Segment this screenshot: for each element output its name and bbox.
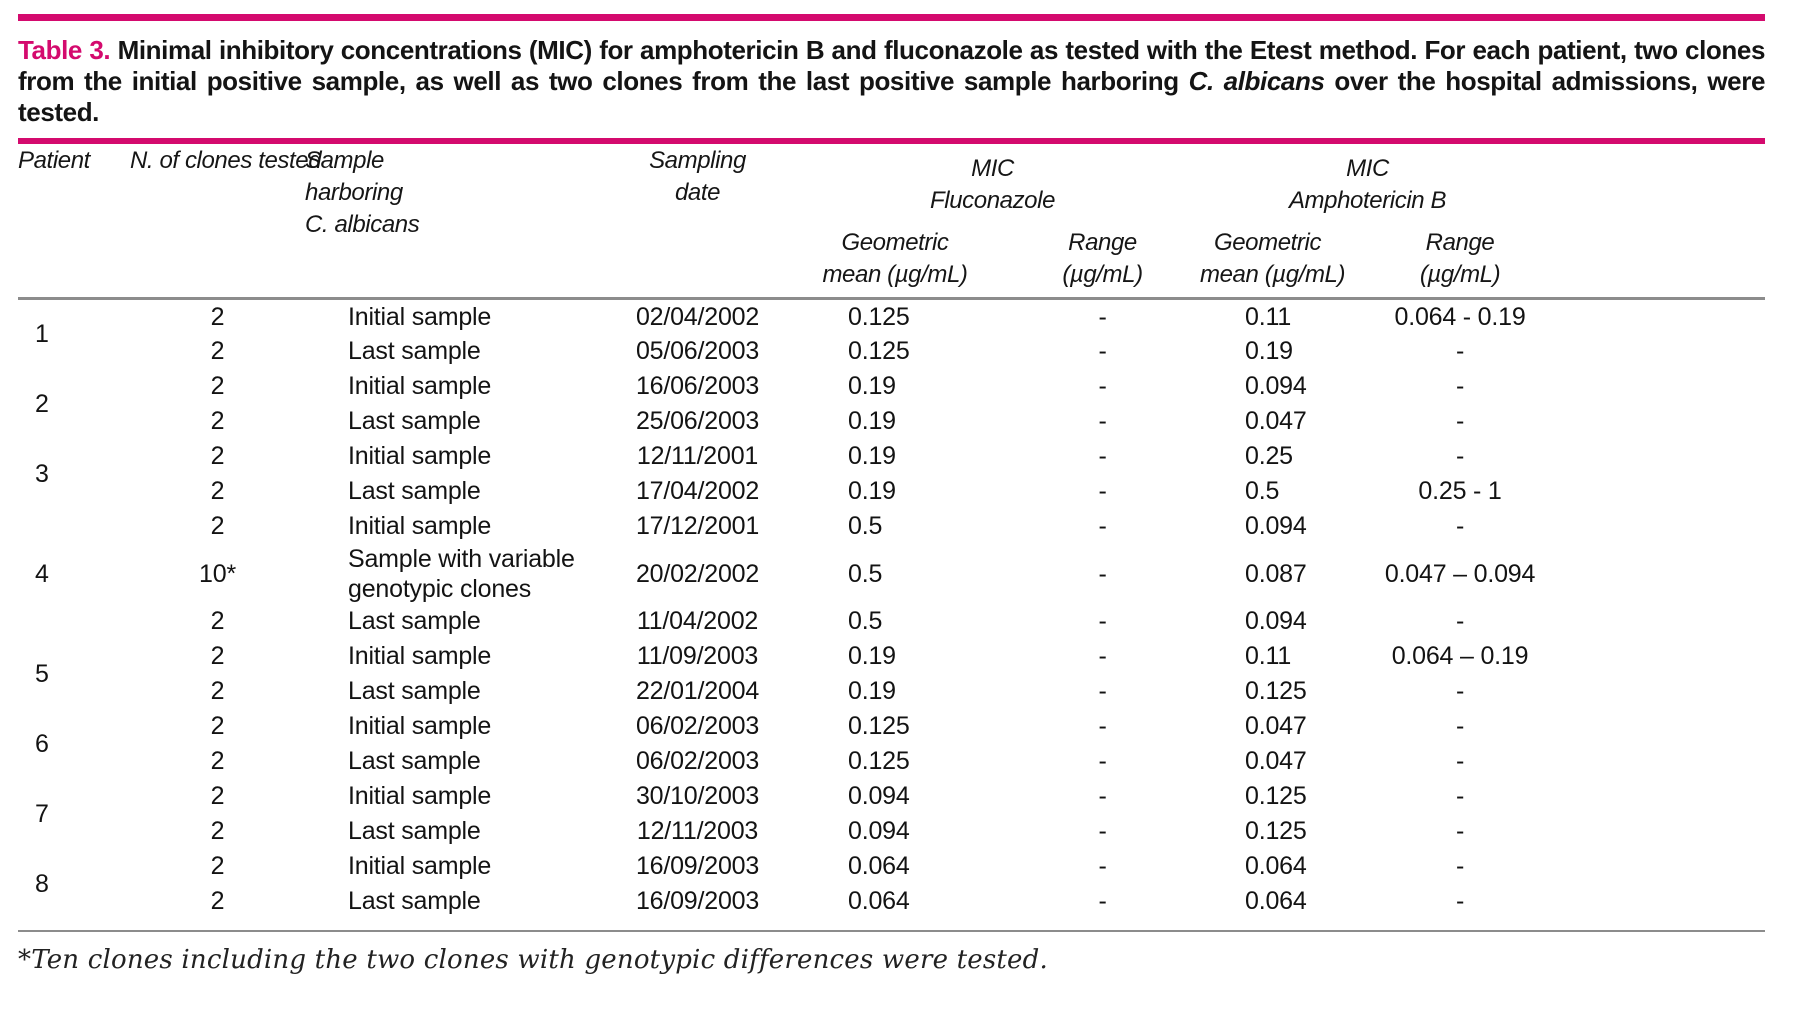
- amphotericin-range-cell: 0.064 – 0.19: [1391, 642, 1529, 670]
- sample-cell: Sample with variable genotypic clones: [348, 544, 575, 603]
- table-row: [18, 639, 1765, 674]
- amphotericin-range-cell: -: [1455, 337, 1465, 365]
- sample-cell: Initial sample: [348, 512, 492, 540]
- fluconazole-geometric-mean-cell: 0.19: [848, 642, 896, 670]
- fluconazole-geometric-mean-cell: 0.125: [848, 302, 910, 331]
- amphotericin-geometric-mean-cell: 0.11: [1245, 642, 1292, 670]
- amphotericin-range-cell: -: [1455, 747, 1465, 775]
- footnote-divider-rule: [18, 930, 1765, 932]
- amphotericin-geometric-mean-cell: 0.125: [1245, 782, 1307, 810]
- amphotericin-range-cell: 0.25 - 1: [1418, 477, 1502, 505]
- group-header-mic-amphotericin: [1200, 145, 1765, 225]
- sample-cell: Last sample: [348, 677, 481, 705]
- col-header-fluconazole-range: [1005, 225, 1200, 299]
- table-row: [18, 404, 1765, 439]
- table-row: [18, 474, 1765, 509]
- fluconazole-range-cell: -: [1098, 372, 1107, 400]
- amphotericin-geometric-mean-cell: 0.094: [1245, 607, 1307, 635]
- amphotericin-geometric-mean-cell: 0.125: [1245, 817, 1307, 845]
- clones-cell: 2: [210, 782, 225, 810]
- clones-cell: 2: [210, 642, 225, 670]
- clones-cell: 2: [210, 887, 225, 915]
- clones-cell: 2: [210, 607, 225, 635]
- sampling-date-cell: 22/01/2004: [635, 677, 760, 705]
- table-row: [18, 544, 1765, 604]
- col-header-amphotericin-geometric-mean: [1200, 225, 1346, 299]
- sampling-date-cell: 06/02/2003: [635, 712, 760, 740]
- sample-cell: Initial sample: [348, 782, 492, 810]
- patient-id-cell: 5: [35, 659, 49, 688]
- fluconazole-geometric-mean-cell: 0.064: [848, 887, 910, 915]
- col-header-sample-line1: Sample: [305, 147, 384, 174]
- patient-id-cell: 7: [35, 799, 49, 828]
- sampling-date-cell: 05/06/2003: [635, 337, 760, 365]
- sampling-date-cell: 11/09/2003: [636, 642, 759, 670]
- amphotericin-range-cell: -: [1455, 782, 1465, 810]
- col-header-fluconazole-geometric-mean: [785, 225, 1005, 299]
- table-row: [18, 299, 1765, 334]
- sampling-date-cell: 25/06/2003: [635, 407, 760, 435]
- amphotericin-range-cell: -: [1455, 712, 1465, 740]
- flu-geo-line1: Geometric: [841, 229, 949, 256]
- clones-cell: 2: [210, 442, 225, 470]
- amphotericin-geometric-mean-cell: 0.11: [1245, 302, 1292, 331]
- fluconazole-geometric-mean-cell: 0.19: [848, 407, 896, 435]
- col-header-amphotericin-range: [1335, 225, 1765, 299]
- amphotericin-geometric-mean-cell: 0.094: [1245, 372, 1307, 400]
- mic-fluconazole-line2: Fluconazole: [930, 187, 1056, 214]
- amphotericin-geometric-mean-cell: 0.125: [1245, 677, 1307, 705]
- col-header-sample-line3: C. albicans: [305, 211, 420, 238]
- table-row: [18, 884, 1765, 919]
- sample-cell: Initial sample: [348, 302, 492, 331]
- fluconazole-geometric-mean-cell: 0.094: [848, 817, 910, 845]
- fluconazole-range-cell: -: [1098, 607, 1107, 635]
- amphotericin-range-cell: -: [1455, 407, 1465, 435]
- amphotericin-range-cell: -: [1455, 677, 1465, 705]
- clones-cell: 2: [210, 747, 225, 775]
- sample-cell: Last sample: [348, 817, 481, 845]
- clones-cell: 2: [210, 817, 225, 845]
- amphotericin-geometric-mean-cell: 0.047: [1245, 747, 1307, 775]
- flu-range-line2: (µg/mL): [1062, 261, 1143, 288]
- table-row: [18, 509, 1765, 544]
- amphotericin-geometric-mean-cell: 0.064: [1245, 887, 1307, 915]
- clones-cell: 2: [210, 372, 225, 400]
- clones-cell: 2: [210, 852, 225, 880]
- sample-cell: Last sample: [348, 747, 481, 775]
- sampling-date-cell: 02/04/2002: [635, 302, 760, 331]
- sample-cell: Last sample: [348, 337, 481, 365]
- amphotericin-geometric-mean-cell: 0.094: [1245, 512, 1307, 540]
- fluconazole-range-cell: -: [1098, 407, 1107, 435]
- patient-id-cell: 6: [35, 729, 49, 758]
- clones-cell: 2: [210, 712, 225, 740]
- fluconazole-geometric-mean-cell: 0.19: [848, 442, 896, 470]
- sampling-date-cell: 16/09/2003: [635, 887, 760, 915]
- fluconazole-range-cell: -: [1098, 747, 1107, 775]
- sampling-date-cell: 20/02/2002: [635, 559, 760, 588]
- sample-cell: Last sample: [348, 887, 481, 915]
- amphotericin-range-cell: -: [1455, 372, 1465, 400]
- fluconazole-geometric-mean-cell: 0.125: [848, 712, 910, 740]
- fluconazole-range-cell: -: [1098, 817, 1107, 845]
- caption-species-italic: C. albicans: [1188, 66, 1325, 96]
- fluconazole-geometric-mean-cell: 0.19: [848, 372, 896, 400]
- clones-cell: 2: [210, 477, 225, 505]
- amb-geo-line1: Geometric: [1213, 229, 1322, 256]
- sample-cell: Last sample: [348, 407, 481, 435]
- sampling-date-cell: 06/02/2003: [635, 747, 760, 775]
- fluconazole-range-cell: -: [1098, 477, 1107, 505]
- table-body: [18, 299, 1765, 919]
- amb-range-line1: Range: [1425, 229, 1495, 256]
- sampling-date-cell: 16/06/2003: [635, 372, 760, 400]
- table-row: [18, 709, 1765, 744]
- fluconazole-geometric-mean-cell: 0.5: [848, 559, 883, 588]
- flu-range-line1: Range: [1068, 229, 1137, 256]
- group-header-mic-fluconazole: [785, 145, 1200, 225]
- amb-geo-line2: mean (µg/mL): [1200, 261, 1346, 288]
- col-header-sampling-date: [610, 145, 785, 299]
- col-header-patient: [18, 145, 130, 299]
- clones-cell: 2: [210, 512, 225, 540]
- sample-cell: Initial sample: [348, 852, 492, 880]
- fluconazole-range-cell: -: [1098, 642, 1107, 670]
- amphotericin-range-cell: -: [1455, 852, 1465, 880]
- amphotericin-geometric-mean-cell: 0.5: [1245, 477, 1280, 505]
- footnote: *Ten clones including the two clones with genotypic differences were tested.: [18, 944, 1048, 975]
- amb-range-line2: (µg/mL): [1419, 261, 1501, 288]
- mic-amphotericin-line1: MIC: [1346, 155, 1389, 182]
- amphotericin-range-cell: 0.047 – 0.094: [1384, 559, 1536, 588]
- mic-table: [18, 145, 1765, 919]
- fluconazole-range-cell: -: [1098, 887, 1107, 915]
- fluconazole-range-cell: -: [1098, 559, 1107, 588]
- table-caption: [18, 35, 1765, 128]
- fluconazole-geometric-mean-cell: 0.19: [848, 677, 896, 705]
- fluconazole-geometric-mean-cell: 0.094: [848, 782, 910, 810]
- patient-id-cell: 4: [35, 559, 49, 588]
- col-header-date-line2: date: [674, 179, 721, 206]
- amphotericin-geometric-mean-cell: 0.087: [1245, 559, 1307, 588]
- patient-id-cell: 2: [35, 389, 49, 418]
- sample-cell: Initial sample: [348, 372, 492, 400]
- sampling-date-cell: 11/04/2002: [636, 607, 759, 635]
- amphotericin-geometric-mean-cell: 0.047: [1245, 712, 1307, 740]
- fluconazole-range-cell: -: [1098, 782, 1107, 810]
- table-row: [18, 369, 1765, 404]
- table-row: [18, 674, 1765, 709]
- fluconazole-geometric-mean-cell: 0.064: [848, 852, 910, 880]
- col-header-clones: [130, 145, 322, 299]
- col-header-patient-label: Patient: [18, 147, 90, 174]
- amphotericin-range-cell: 0.064 - 0.19: [1394, 302, 1526, 331]
- patient-id-cell: 8: [35, 869, 49, 898]
- amphotericin-range-cell: -: [1455, 607, 1465, 635]
- table-number-label: Table 3.: [18, 35, 111, 65]
- col-header-sample: [305, 145, 610, 299]
- sampling-date-cell: 16/09/2003: [635, 852, 760, 880]
- amphotericin-geometric-mean-cell: 0.064: [1245, 852, 1307, 880]
- patient-id-cell: 1: [35, 320, 49, 349]
- fluconazole-range-cell: -: [1098, 677, 1107, 705]
- clones-cell: 2: [210, 337, 225, 365]
- sample-cell: Initial sample: [348, 442, 492, 470]
- sample-cell: Last sample: [348, 477, 481, 505]
- table-row: [18, 779, 1765, 814]
- table-row: [18, 814, 1765, 849]
- sampling-date-cell: 17/04/2002: [635, 477, 760, 505]
- col-header-sample-line2: harboring: [305, 179, 403, 206]
- fluconazole-range-cell: -: [1098, 442, 1107, 470]
- clones-cell: 2: [210, 407, 225, 435]
- sample-cell: Initial sample: [348, 712, 492, 740]
- clones-cell: 10*: [199, 559, 236, 588]
- amphotericin-geometric-mean-cell: 0.25: [1245, 442, 1293, 470]
- amphotericin-geometric-mean-cell: 0.047: [1245, 407, 1307, 435]
- table-row: [18, 334, 1765, 369]
- caption-text-after: over the hospital admissions, were tested.: [18, 66, 1766, 127]
- clones-cell: 2: [210, 302, 225, 331]
- fluconazole-geometric-mean-cell: 0.125: [848, 337, 910, 365]
- table-row: [18, 604, 1765, 639]
- sampling-date-cell: 30/10/2003: [635, 782, 760, 810]
- fluconazole-geometric-mean-cell: 0.125: [848, 747, 910, 775]
- table-row: [18, 849, 1765, 884]
- mic-amphotericin-line2: Amphotericin B: [1288, 187, 1447, 214]
- sampling-date-cell: 12/11/2003: [636, 817, 759, 845]
- amphotericin-geometric-mean-cell: 0.19: [1245, 337, 1293, 365]
- sampling-date-cell: 17/12/2001: [635, 512, 760, 540]
- sample-cell: Last sample: [348, 607, 481, 635]
- caption-text: Minimal inhibitory concentrations (MIC) for amphotericin B and fluconazole as tested with the Etest method. For each patient, two clones from the initial positive sample, as well as two clones from the last positive sample harboring: [18, 35, 1765, 96]
- amphotericin-range-cell: -: [1455, 817, 1465, 845]
- fluconazole-range-cell: -: [1098, 302, 1107, 331]
- flu-geo-line2: mean (µg/mL): [822, 261, 968, 288]
- clones-cell: 2: [210, 677, 225, 705]
- fluconazole-range-cell: -: [1098, 852, 1107, 880]
- col-header-date-line1: Sampling: [649, 147, 746, 174]
- amphotericin-range-cell: -: [1455, 442, 1465, 470]
- caption-divider-rule: [18, 138, 1765, 144]
- fluconazole-geometric-mean-cell: 0.19: [848, 477, 896, 505]
- table-row: [18, 744, 1765, 779]
- table-row: [18, 439, 1765, 474]
- mic-fluconazole-line1: MIC: [971, 155, 1014, 182]
- sampling-date-cell: 12/11/2001: [636, 442, 759, 470]
- fluconazole-geometric-mean-cell: 0.5: [848, 607, 883, 635]
- col-header-clones-label: N. of clones tested: [130, 147, 322, 174]
- top-rule: [18, 14, 1765, 21]
- fluconazole-geometric-mean-cell: 0.5: [848, 512, 883, 540]
- fluconazole-range-cell: -: [1098, 337, 1107, 365]
- patient-id-cell: 3: [35, 459, 49, 488]
- fluconazole-range-cell: -: [1098, 712, 1107, 740]
- table-header: [18, 145, 1765, 299]
- amphotericin-range-cell: -: [1455, 512, 1465, 540]
- fluconazole-range-cell: -: [1098, 512, 1107, 540]
- sample-cell: Initial sample: [348, 642, 492, 670]
- amphotericin-range-cell: -: [1455, 887, 1465, 915]
